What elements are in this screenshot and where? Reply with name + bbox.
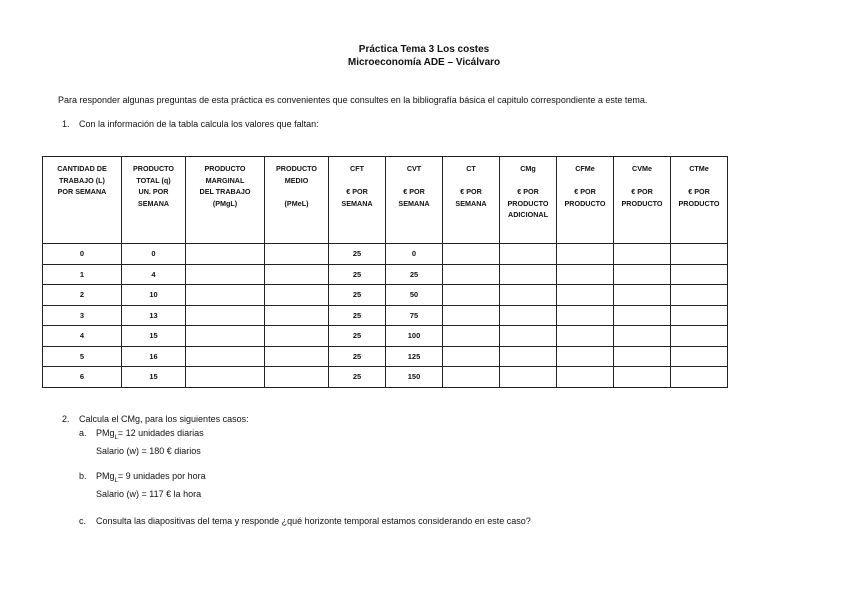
table-cell (671, 367, 728, 388)
table-cell (186, 367, 265, 388)
column-header-line: € POR (517, 187, 539, 196)
case-b-pmg: PMg$_L$= 9 unidades por hora (96, 471, 206, 484)
table-cell: 100 (386, 326, 443, 347)
table-cell (186, 285, 265, 306)
column-header (671, 157, 728, 244)
column-header-line: CVMe (632, 164, 652, 173)
table-cell (671, 244, 728, 265)
table-cell: 10 (122, 285, 186, 306)
table-cell (557, 264, 614, 285)
case-b-salary: Salario (w) = 117 € la hora (96, 489, 202, 500)
column-header-line: CMg (520, 164, 536, 173)
table-row (43, 346, 728, 367)
column-header-line: MEDIO (284, 175, 309, 185)
table-row (43, 285, 728, 306)
column-header-line: CANTIDAD DE (57, 164, 107, 173)
table-cell: 1 (43, 264, 122, 285)
table-cell (186, 305, 265, 326)
table-cell (443, 367, 500, 388)
table-cell (265, 346, 329, 367)
column-header-line (443, 175, 499, 187)
column-header (186, 157, 265, 244)
case-a (79, 427, 204, 459)
column-header (265, 157, 329, 244)
table-cell (265, 264, 329, 285)
table-cell (671, 285, 728, 306)
column-header-line: DEL TRABAJO (199, 187, 251, 196)
intro-paragraph: Para responder algunas preguntas de esta práctica es convenientes que consultes en la bibliografía básica el capitulo correspondiente a este tema. (58, 95, 648, 105)
table-cell: 50 (386, 285, 443, 306)
table-cell (500, 367, 557, 388)
table-cell: 3 (43, 305, 122, 326)
table-cell (614, 346, 671, 367)
table-cell: 2 (43, 285, 122, 306)
table-cell: 25 (386, 264, 443, 285)
cost-table (42, 156, 728, 388)
column-header-line: PRODUCTO (133, 164, 174, 173)
column-header-line: PRODUCTO (621, 198, 663, 208)
column-header-line: MARGINAL (205, 175, 245, 185)
table-row (43, 264, 728, 285)
table-cell (671, 264, 728, 285)
table-cell (614, 367, 671, 388)
table-cell (671, 305, 728, 326)
column-header-line (329, 175, 385, 187)
column-header-line (671, 175, 727, 187)
document-title (0, 43, 848, 69)
table-cell (443, 326, 500, 347)
column-header-line: (PMeL) (284, 198, 309, 208)
question-2-number: 2. (62, 414, 70, 424)
table-cell: 25 (329, 264, 386, 285)
table-cell: 25 (329, 367, 386, 388)
table-cell (614, 244, 671, 265)
column-header (329, 157, 386, 244)
table-cell (614, 264, 671, 285)
table-row (43, 244, 728, 265)
table-cell (186, 346, 265, 367)
table-cell: 25 (329, 346, 386, 367)
column-header-line: € POR (631, 187, 653, 196)
column-header-line (500, 175, 556, 187)
column-header-line (265, 186, 328, 198)
column-header-line: CFT (350, 164, 364, 173)
case-a-salary: Salario (w) = 180 € diarios (96, 446, 201, 457)
subtitle-line: Microeconomía ADE – Vicálvaro (347, 57, 501, 68)
column-header-line: CTMe (689, 164, 709, 173)
table-cell (500, 285, 557, 306)
column-header-line: € POR (403, 187, 425, 196)
table-cell (557, 305, 614, 326)
column-header-line: CT (466, 164, 476, 173)
case-c-letter: c. (79, 516, 87, 526)
table-cell (614, 305, 671, 326)
table-cell (186, 244, 265, 265)
table-cell (265, 326, 329, 347)
case-c-text: Consulta las diapositivas del tema y responde ¿qué horizonte temporal estamos considerando en este caso? (96, 516, 531, 526)
table-cell (186, 326, 265, 347)
column-header-line: PRODUCTO (204, 164, 246, 173)
table-cell (614, 326, 671, 347)
column-header-line: PRODUCTO (507, 198, 549, 208)
table-row (43, 326, 728, 347)
table-header-row (43, 157, 728, 244)
table-cell: 125 (386, 346, 443, 367)
column-header-line (557, 175, 613, 187)
table-cell: 150 (386, 367, 443, 388)
column-header-line: SEMANA (137, 198, 170, 208)
question-2 (62, 413, 249, 426)
table-cell (500, 305, 557, 326)
table-cell (500, 346, 557, 367)
column-header-line: POR SEMANA (57, 187, 107, 196)
table-cell (500, 244, 557, 265)
column-header-line: CVT (406, 164, 422, 173)
table-cell (443, 244, 500, 265)
table-cell: 0 (122, 244, 186, 265)
table-cell: 13 (122, 305, 186, 326)
table-cell (557, 244, 614, 265)
table-cell (186, 264, 265, 285)
table-cell (443, 285, 500, 306)
title-line: Práctica Tema 3 Los costes (358, 44, 490, 55)
table-cell: 4 (122, 264, 186, 285)
table-cell: 15 (122, 367, 186, 388)
column-header (557, 157, 614, 244)
column-header (500, 157, 557, 244)
table-cell (265, 285, 329, 306)
table-cell (265, 244, 329, 265)
table-cell: 5 (43, 346, 122, 367)
table-cell (557, 326, 614, 347)
table-cell: 25 (329, 285, 386, 306)
column-header-line: CFMe (575, 164, 595, 173)
table-cell (443, 346, 500, 367)
table-cell (557, 367, 614, 388)
table-cell (265, 367, 329, 388)
column-header-line: € POR (346, 187, 368, 196)
table-cell (443, 264, 500, 285)
table-cell (443, 305, 500, 326)
column-header-line: (PMgL) (212, 198, 238, 208)
column-header (122, 157, 186, 244)
column-header-line: SEMANA (398, 198, 430, 208)
column-header-line: € POR (574, 187, 596, 196)
case-b (79, 470, 206, 502)
question-1-number: 1. (62, 119, 70, 129)
column-header-line: SEMANA (455, 198, 487, 208)
column-header-line (614, 175, 670, 187)
table-cell: 4 (43, 326, 122, 347)
table-row (43, 367, 728, 388)
column-header-line: ADICIONAL (508, 210, 548, 219)
column-header-line: PRODUCTO (564, 198, 606, 208)
table-cell (265, 305, 329, 326)
column-header-line: € POR (688, 187, 710, 196)
table-cell: 25 (329, 326, 386, 347)
column-header-line: PRODUCTO (276, 164, 317, 173)
table-cell (557, 285, 614, 306)
column-header-line (386, 175, 442, 187)
column-header-line: PRODUCTO (678, 198, 720, 208)
table-cell (557, 346, 614, 367)
column-header (43, 157, 122, 244)
table-cell (614, 285, 671, 306)
column-header (386, 157, 443, 244)
question-1 (62, 119, 319, 129)
column-header (614, 157, 671, 244)
table-body (43, 244, 728, 388)
column-header-line: SEMANA (341, 198, 373, 208)
question-1-text: Con la información de la tabla calcula los valores que faltan: (79, 119, 319, 129)
case-b-letter: b. (79, 471, 87, 481)
column-header (443, 157, 500, 244)
question-2-text: Calcula el CMg, para los siguientes casos: (79, 414, 249, 424)
column-header-line: TOTAL (q) (136, 175, 171, 185)
case-a-letter: a. (79, 428, 87, 438)
table-cell (500, 326, 557, 347)
table-cell: 15 (122, 326, 186, 347)
table-cell: 25 (329, 305, 386, 326)
table-cell (671, 346, 728, 367)
table-cell: 0 (43, 244, 122, 265)
table-cell (500, 264, 557, 285)
table-cell (671, 326, 728, 347)
table-cell: 25 (329, 244, 386, 265)
column-header-line: UN. POR (138, 187, 169, 196)
table-cell: 75 (386, 305, 443, 326)
column-header-line: € POR (460, 187, 482, 196)
table-row (43, 305, 728, 326)
case-a-pmg: PMg$_L$= 12 unidades diarias (96, 428, 204, 441)
table-cell: 6 (43, 367, 122, 388)
table-cell: 16 (122, 346, 186, 367)
table-cell: 0 (386, 244, 443, 265)
column-header-line: TRABAJO (L) (59, 175, 105, 185)
case-c (79, 515, 531, 529)
